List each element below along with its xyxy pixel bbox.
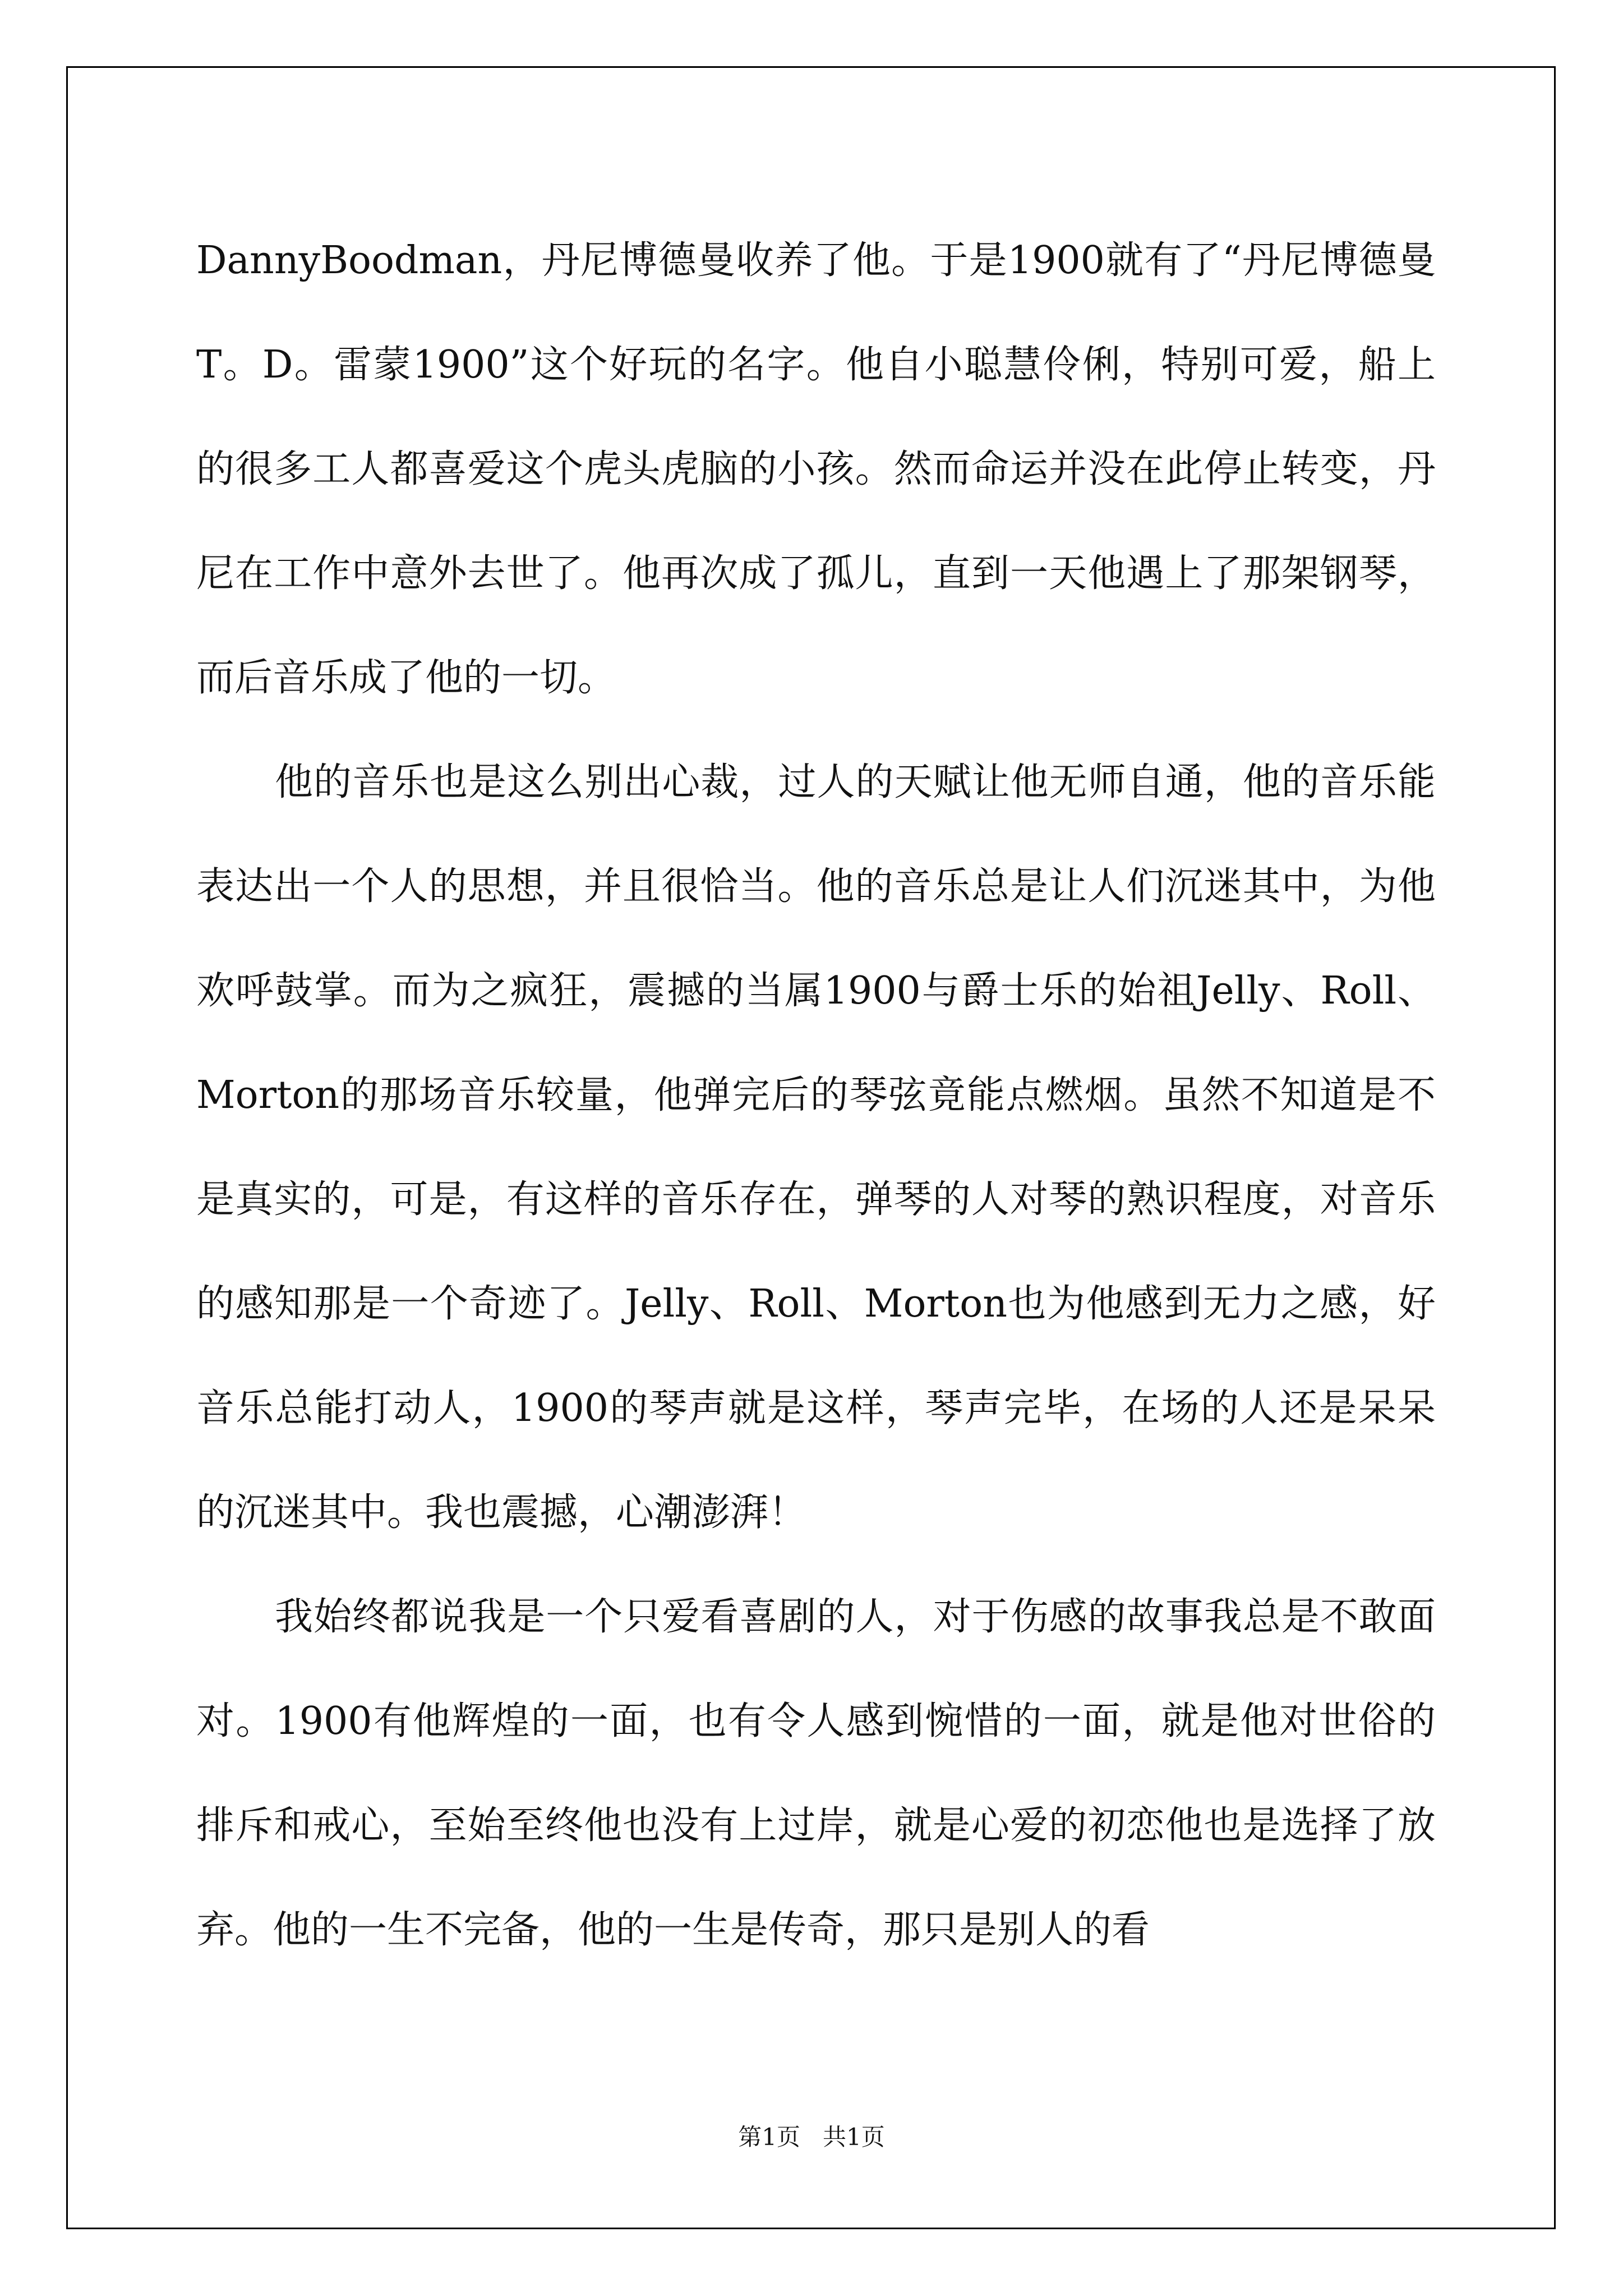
paragraph-2: 他的音乐也是这么别出心裁，过人的天赋让他无师自通，他的音乐能表达出一个人的思想，并且很恰当。他的音乐总是让人们沉迷其中，为他欢呼鼓掌。而为之疯狂，震撼的当属1900与爵士乐的始祖Jelly、Roll、Morton的那场音乐较量，他弹完后的琴弦竟能点燃烟。虽然不知道是不是真实的，可是，有这样的音乐存在，弹琴的人对琴的熟识程度，对音乐的感知那是一个奇迹了。Jelly、Roll、Morton也为他感到无力之感，好音乐总能打动人，1900的琴声就是这样，琴声完毕，在场的人还是呆呆的沉迷其中。我也震撼，心潮澎湃！	[196, 760, 1436, 1535]
page-total: 共1页	[823, 2123, 885, 2151]
paragraph-1: DannyBoodman，丹尼博德曼收养了他。于是1900就有了“丹尼博德曼T。D。雷蒙1900”这个好玩的名字。他自小聪慧伶俐，特别可爱，船上的很多工人都喜爱这个虎头虎脑的小孩。然而命运并没在此停止转变，丹尼在工作中意外去世了。他再次成了孤儿，直到一天他遇上了那架钢琴，而后音乐成了他的一切。	[196, 238, 1436, 700]
page-number: 第1页	[738, 2123, 800, 2151]
document-body	[196, 209, 1436, 1982]
paragraph-3: 我始终都说我是一个只爱看喜剧的人，对于伤感的故事我总是不敢面对。1900有他辉煌的一面，也有令人感到惋惜的一面，就是他对世俗的排斥和戒心，至始至终他也没有上过岸，就是心爱的初恋他也是选择了放弃。他的一生不完备，他的一生是传奇，那只是别人的看	[196, 1595, 1436, 1952]
page-footer	[0, 2120, 1623, 2154]
